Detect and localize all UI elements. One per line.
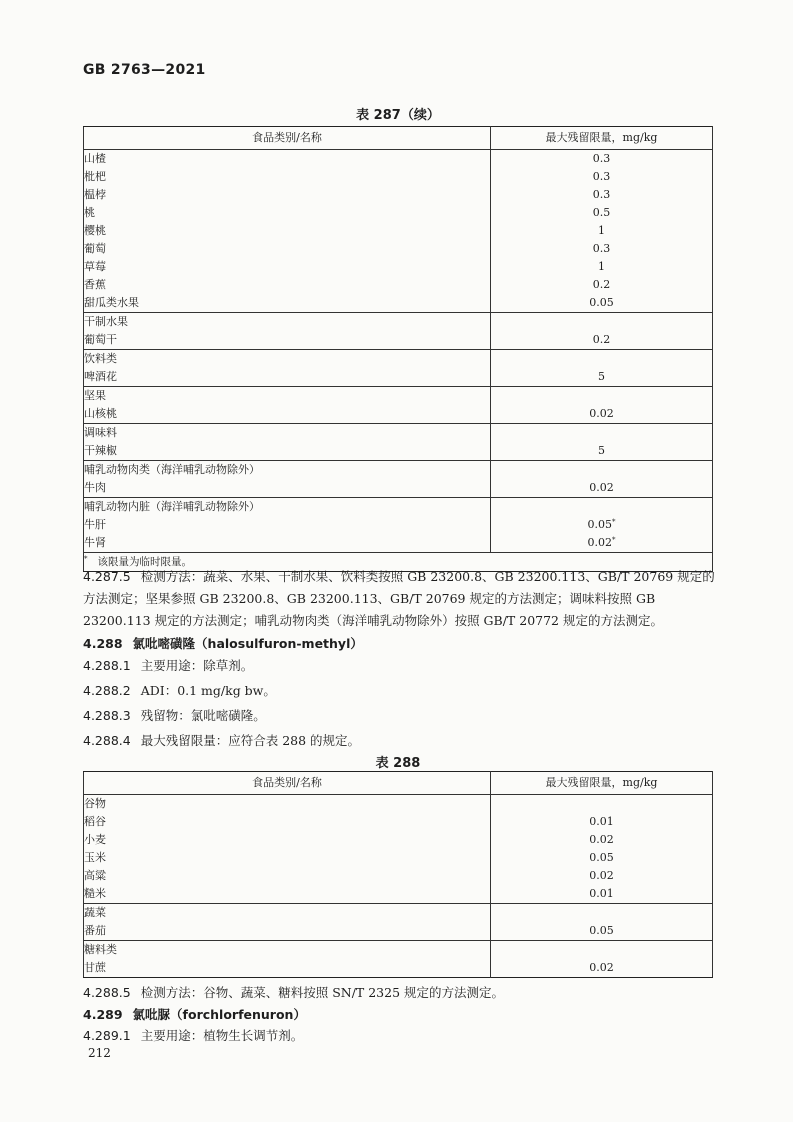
mrl-value	[491, 313, 713, 332]
mrl-value	[491, 534, 713, 553]
food-name: 桃	[84, 204, 491, 222]
standard-code: GB 2763—2021	[83, 62, 206, 78]
mrl-number: 0.02	[587, 536, 612, 549]
mrl-number: 0.02	[589, 869, 614, 882]
mrl-value	[491, 204, 713, 222]
mrl-number: 0.2	[592, 333, 611, 346]
mrl-value	[491, 885, 713, 904]
mrl-number: 5	[598, 370, 605, 383]
mrl-value	[491, 498, 713, 517]
table-row	[84, 258, 713, 276]
mrl-number: 0.2	[592, 278, 611, 291]
food-name: 香蕉	[84, 276, 491, 294]
table-row	[84, 240, 713, 258]
food-name: 牛肾	[84, 534, 491, 553]
category-name: 谷物	[84, 795, 491, 814]
table-row	[84, 831, 713, 849]
mrl-number: 0.05	[589, 924, 614, 937]
food-name: 干辣椒	[84, 442, 491, 461]
table-row	[84, 168, 713, 186]
food-name: 小麦	[84, 831, 491, 849]
table-row	[84, 813, 713, 831]
mrl-number: 0.01	[589, 887, 614, 900]
mrl-value	[491, 461, 713, 480]
section-4-288-1: 4.288.1 主要用途：除草剂。	[83, 658, 254, 673]
section-4-288-2: 4.288.2 ADI：0.1 mg/kg bw。	[83, 683, 276, 698]
mrl-value	[491, 258, 713, 276]
category-row	[84, 904, 713, 923]
column-header-mrl: 最大残留限量，mg/kg	[491, 127, 713, 150]
category-name: 蔬菜	[84, 904, 491, 923]
food-name: 枇杷	[84, 168, 491, 186]
mrl-value	[491, 959, 713, 978]
mrl-value	[491, 168, 713, 186]
table-row	[84, 442, 713, 461]
food-name: 高粱	[84, 867, 491, 885]
mrl-number: 0.01	[589, 815, 614, 828]
mrl-number: 1	[598, 224, 605, 237]
mrl-value	[491, 813, 713, 831]
category-row	[84, 498, 713, 517]
category-row	[84, 424, 713, 443]
mrl-number: 0.3	[592, 152, 611, 165]
category-row	[84, 941, 713, 960]
food-name: 玉米	[84, 849, 491, 867]
mrl-value	[491, 150, 713, 169]
mrl-value	[491, 331, 713, 350]
section-4-287-5: 4.287.5 检测方法：蔬菜、水果、干制水果、饮料类按照 GB 23200.8、GB 23200.113、GB/T 20769 规定的方法测定；坚果参照 GB 23200.8、GB 23200.113、GB/T 20769 规定的方法测定；调味料按照 GB 23200.113 规定的方法测定；哺乳动物肉类（海洋哺乳动物除外）按照 GB/T 20772 规定的方法测定。	[83, 569, 715, 628]
mrl-value	[491, 795, 713, 814]
provisional-mark: *	[612, 536, 616, 544]
mrl-value	[491, 368, 713, 387]
table-row	[84, 331, 713, 350]
food-name: 葡萄干	[84, 331, 491, 350]
food-name: 番茄	[84, 922, 491, 941]
column-header-mrl: 最大残留限量，mg/kg	[491, 772, 713, 795]
column-header-food: 食品类别/名称	[84, 772, 491, 795]
category-name: 糖料类	[84, 941, 491, 960]
food-name: 糙米	[84, 885, 491, 904]
mrl-number: 0.05	[589, 851, 614, 864]
table-row	[84, 186, 713, 204]
food-name: 草莓	[84, 258, 491, 276]
table-287-caption: 表 287（续）	[356, 108, 440, 123]
mrl-value	[491, 516, 713, 534]
mrl-number: 0.3	[592, 242, 611, 255]
mrl-value	[491, 849, 713, 867]
mrl-value	[491, 922, 713, 941]
food-name: 稻谷	[84, 813, 491, 831]
section-4-288-5: 4.288.5 检测方法：谷物、蔬菜、糖料按照 SN/T 2325 规定的方法测定。	[83, 985, 505, 1000]
table-row	[84, 405, 713, 424]
page-number: 212	[88, 1046, 111, 1060]
table-288	[83, 771, 713, 978]
mrl-value	[491, 294, 713, 313]
mrl-number: 5	[598, 444, 605, 457]
table-288-caption: 表 288	[375, 756, 421, 771]
category-name: 干制水果	[84, 313, 491, 332]
mrl-value	[491, 222, 713, 240]
mrl-value	[491, 405, 713, 424]
mrl-value	[491, 867, 713, 885]
table-row	[84, 849, 713, 867]
table-row	[84, 922, 713, 941]
mrl-value	[491, 276, 713, 294]
mrl-number: 0.5	[592, 206, 611, 219]
section-4-288-heading: 4.288 氯吡嘧磺隆（halosulfuron-methyl）	[83, 636, 363, 651]
mrl-value	[491, 387, 713, 406]
table-287	[83, 126, 713, 572]
table-row	[84, 276, 713, 294]
mrl-value	[491, 831, 713, 849]
category-name: 哺乳动物内脏（海洋哺乳动物除外）	[84, 498, 491, 517]
column-header-food: 食品类别/名称	[84, 127, 491, 150]
table-row	[84, 222, 713, 240]
category-name: 哺乳动物肉类（海洋哺乳动物除外）	[84, 461, 491, 480]
mrl-number: 0.02	[589, 481, 614, 494]
food-name: 榅桲	[84, 186, 491, 204]
mrl-number: 0.02	[589, 407, 614, 420]
mrl-value	[491, 479, 713, 498]
table-row	[84, 534, 713, 553]
section-4-288-4: 4.288.4 最大残留限量：应符合表 288 的规定。	[83, 733, 361, 748]
category-row	[84, 387, 713, 406]
mrl-number: 0.05	[589, 296, 614, 309]
mrl-value	[491, 424, 713, 443]
category-row	[84, 795, 713, 814]
provisional-mark: *	[612, 518, 616, 526]
category-name: 调味料	[84, 424, 491, 443]
table-row	[84, 368, 713, 387]
table-row	[84, 204, 713, 222]
category-row	[84, 461, 713, 480]
mrl-number: 0.3	[592, 170, 611, 183]
section-4-289-heading: 4.289 氯吡脲（forchlorfenuron）	[83, 1007, 306, 1022]
category-name: 饮料类	[84, 350, 491, 369]
food-name: 牛肉	[84, 479, 491, 498]
mrl-value	[491, 240, 713, 258]
category-name: 坚果	[84, 387, 491, 406]
table-row	[84, 885, 713, 904]
table-row	[84, 867, 713, 885]
food-name: 啤酒花	[84, 368, 491, 387]
table-footnote: * 该限量为临时限量。	[84, 553, 713, 572]
mrl-value	[491, 442, 713, 461]
food-name: 樱桃	[84, 222, 491, 240]
food-name: 山核桃	[84, 405, 491, 424]
mrl-number: 0.05	[587, 518, 612, 531]
mrl-value	[491, 904, 713, 923]
table-row	[84, 150, 713, 169]
mrl-number: 1	[598, 260, 605, 273]
mrl-value	[491, 350, 713, 369]
table-row	[84, 479, 713, 498]
food-name: 甘蔗	[84, 959, 491, 978]
category-row	[84, 350, 713, 369]
table-row	[84, 959, 713, 978]
mrl-value	[491, 941, 713, 960]
section-4-289-1: 4.289.1 主要用途：植物生长调节剂。	[83, 1028, 304, 1043]
mrl-number: 0.3	[592, 188, 611, 201]
food-name: 牛肝	[84, 516, 491, 534]
food-name: 葡萄	[84, 240, 491, 258]
food-name: 山楂	[84, 150, 491, 169]
food-name: 甜瓜类水果	[84, 294, 491, 313]
table-row	[84, 294, 713, 313]
mrl-value	[491, 186, 713, 204]
mrl-number: 0.02	[589, 961, 614, 974]
category-row	[84, 313, 713, 332]
table-row	[84, 516, 713, 534]
mrl-number: 0.02	[589, 833, 614, 846]
section-4-288-3: 4.288.3 残留物：氯吡嘧磺隆。	[83, 708, 266, 723]
